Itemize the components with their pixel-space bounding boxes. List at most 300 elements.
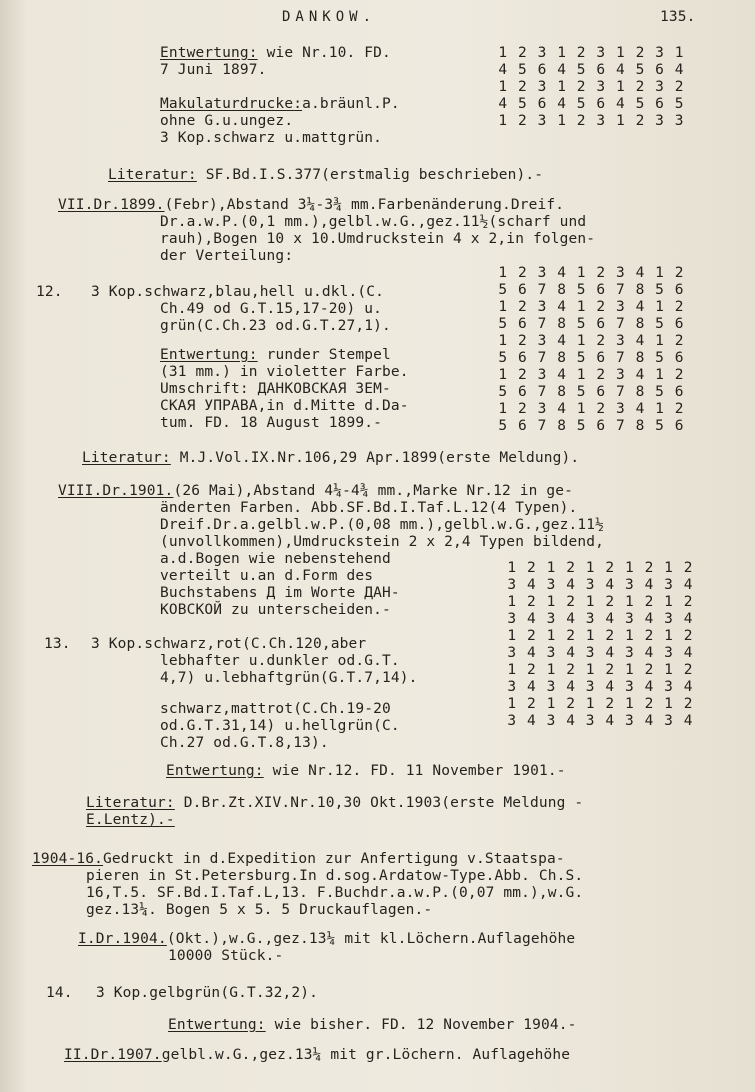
grid-cell: 3 bbox=[664, 611, 673, 627]
literatur-label: Literatur: bbox=[86, 795, 175, 811]
grid-cell: 3 bbox=[664, 713, 673, 729]
grid-cell: 7 bbox=[615, 282, 625, 298]
entwertung-line bbox=[168, 1017, 576, 1034]
grid-cell: 4 bbox=[566, 713, 575, 729]
grid-cell: 7 bbox=[615, 350, 625, 366]
makulatur-text: a.bräunl.P. bbox=[302, 96, 400, 112]
grid-cell: 1 bbox=[576, 299, 586, 315]
grid-cell: 3 bbox=[537, 113, 547, 129]
grid-cell: 4 bbox=[557, 401, 566, 417]
grid-cell: 3 bbox=[537, 265, 547, 281]
grid-cell: 1 bbox=[546, 594, 556, 610]
grid-cell: 3 bbox=[546, 577, 556, 593]
text-line: Dreif.Dr.a.gelbl.w.P.(0,08 mm.),gelbl.w.G.,gez.11½ bbox=[160, 517, 604, 533]
grid-cell: 2 bbox=[518, 333, 527, 349]
grid-cell: 3 bbox=[537, 333, 547, 349]
grid-cell: 4 bbox=[683, 611, 693, 627]
grid-cell: 4 bbox=[557, 299, 566, 315]
grid-cell: 3 bbox=[546, 645, 556, 661]
grid-cell: 3 bbox=[596, 45, 606, 61]
print-vii-line bbox=[58, 197, 564, 214]
grid-cell: 1 bbox=[546, 628, 556, 644]
makulatur-label: Makulaturdrucke: bbox=[160, 96, 303, 112]
grid-cell: 3 bbox=[585, 645, 595, 661]
grid-cell: 3 bbox=[615, 265, 625, 281]
grid-cell: 5 bbox=[576, 418, 586, 434]
entwertung-label: Entwertung: bbox=[160, 347, 258, 363]
print-vii-label: VII.Dr.1899. bbox=[58, 197, 165, 213]
grid-cell: 2 bbox=[683, 560, 693, 576]
grid-cell: 6 bbox=[518, 418, 527, 434]
grid-cell: 4 bbox=[527, 611, 536, 627]
grid-cell: 2 bbox=[674, 79, 684, 95]
grid-cell: 1 bbox=[498, 79, 508, 95]
text-line: od.G.T.31,14) u.hellgrün(C. bbox=[160, 718, 400, 734]
grid-cell: 1 bbox=[624, 662, 634, 678]
grid-cell: 2 bbox=[596, 265, 606, 281]
grid-cell: 5 bbox=[655, 384, 664, 400]
grid-cell: 4 bbox=[557, 62, 566, 78]
text-line: der Verteilung: bbox=[160, 248, 294, 264]
grid-cell: 2 bbox=[527, 696, 536, 712]
text-line: schwarz,mattrot(C.Ch.19-20 bbox=[160, 701, 391, 717]
grid-cell: 1 bbox=[507, 696, 517, 712]
grid-cell: 4 bbox=[527, 577, 536, 593]
grid-cell: 3 bbox=[615, 299, 625, 315]
grid-cell: 1 bbox=[664, 628, 673, 644]
grid-cell: 2 bbox=[605, 560, 615, 576]
grid-cell: 3 bbox=[624, 645, 634, 661]
grid-cell: 3 bbox=[537, 299, 547, 315]
grid-cell: 2 bbox=[644, 594, 654, 610]
grid-cell: 6 bbox=[596, 418, 606, 434]
grid-cell: 2 bbox=[518, 367, 527, 383]
text-line: änderten Farben. Abb.SF.Bd.I.Taf.L.12(4 Typen). bbox=[160, 500, 578, 516]
grid-cell: 1 bbox=[615, 79, 625, 95]
grid-cell: 1 bbox=[498, 113, 508, 129]
grid-cell: 3 bbox=[596, 113, 606, 129]
grid-cell: 5 bbox=[576, 316, 586, 332]
literatur-line-1 bbox=[108, 167, 543, 184]
print-i-1904-line bbox=[78, 931, 575, 948]
grid-cell: 4 bbox=[557, 367, 566, 383]
entwertung-text: wie Nr.12. FD. 11 November 1901.- bbox=[263, 763, 566, 779]
text-line: (unvollkommen),Umdruckstein 2 x 2,4 Typen bildend, bbox=[160, 534, 604, 550]
grid-cell: 3 bbox=[596, 79, 606, 95]
grid-cell: 2 bbox=[566, 560, 575, 576]
grid-cell: 3 bbox=[655, 45, 664, 61]
literatur-label: Literatur: bbox=[82, 450, 171, 466]
grid-cell: 6 bbox=[596, 316, 606, 332]
grid-cell: 2 bbox=[518, 401, 527, 417]
grid-cell: 4 bbox=[557, 96, 566, 112]
grid-cell: 2 bbox=[576, 45, 586, 61]
grid-cell: 3 bbox=[507, 577, 517, 593]
literatur-text: D.Br.Zt.XIV.Nr.10,30 Okt.1903(erste Meldung - bbox=[174, 795, 584, 811]
grid-cell: 7 bbox=[615, 418, 625, 434]
grid-cell: 4 bbox=[644, 611, 654, 627]
grid-cell: 2 bbox=[518, 45, 527, 61]
grid-cell: 6 bbox=[655, 96, 664, 112]
grid-cell: 1 bbox=[664, 662, 673, 678]
grid-cell: 4 bbox=[644, 679, 654, 695]
grid-cell: 1 bbox=[507, 594, 517, 610]
grid-cell: 1 bbox=[557, 79, 566, 95]
grid-cell: 2 bbox=[518, 299, 527, 315]
grid-cell: 2 bbox=[566, 662, 575, 678]
grid-cell: 3 bbox=[624, 679, 634, 695]
grid-cell: 1 bbox=[557, 113, 566, 129]
grid-cell: 6 bbox=[655, 62, 664, 78]
distribution-grid-3 bbox=[502, 560, 698, 730]
grid-cell: 1 bbox=[655, 401, 664, 417]
grid-cell: 7 bbox=[537, 350, 547, 366]
grid-cell: 2 bbox=[644, 628, 654, 644]
grid-cell: 2 bbox=[674, 299, 684, 315]
grid-cell: 4 bbox=[566, 611, 575, 627]
grid-cell: 2 bbox=[596, 333, 606, 349]
grid-cell: 2 bbox=[674, 401, 684, 417]
grid-cell: 2 bbox=[576, 113, 586, 129]
grid-cell: 7 bbox=[615, 316, 625, 332]
text-line: (31 mm.) in violetter Farbe. bbox=[160, 364, 409, 380]
grid-cell: 4 bbox=[635, 299, 645, 315]
literatur-line-3 bbox=[86, 795, 583, 812]
grid-cell: 5 bbox=[518, 62, 527, 78]
grid-cell: 7 bbox=[615, 384, 625, 400]
grid-cell: 1 bbox=[498, 299, 508, 315]
grid-cell: 6 bbox=[518, 282, 527, 298]
text-line: Ch.27 od.G.T.8,13). bbox=[160, 735, 329, 751]
grid-cell: 5 bbox=[635, 96, 645, 112]
text-line: 3 Kop.schwarz,rot(C.Ch.120,aber bbox=[91, 636, 367, 652]
grid-cell: 1 bbox=[507, 662, 517, 678]
print-viii-label: VIII.Dr.1901. bbox=[58, 483, 174, 499]
grid-cell: 5 bbox=[498, 384, 508, 400]
grid-cell: 6 bbox=[596, 384, 606, 400]
grid-cell: 4 bbox=[605, 713, 615, 729]
entwertung-label: Entwertung: bbox=[166, 763, 264, 779]
text-line: 7 Juni 1897. bbox=[160, 62, 267, 78]
grid-cell: 3 bbox=[585, 577, 595, 593]
grid-cell: 3 bbox=[674, 113, 684, 129]
grid-cell: 5 bbox=[576, 62, 586, 78]
grid-cell: 1 bbox=[624, 628, 634, 644]
grid-cell: 6 bbox=[537, 96, 547, 112]
entwertung-line bbox=[160, 45, 391, 62]
entwertung-text: runder Stempel bbox=[257, 347, 391, 363]
grid-cell: 6 bbox=[674, 418, 684, 434]
grid-cell: 4 bbox=[527, 679, 536, 695]
grid-cell: 5 bbox=[655, 282, 664, 298]
print-vii-text: (Febr),Abstand 3¼-3¾ mm.Farbenänderung.Dreif. bbox=[164, 197, 565, 213]
text-line: 4,7) u.lebhaftgrün(G.T.7,14). bbox=[160, 670, 418, 686]
grid-cell: 1 bbox=[576, 401, 586, 417]
text-line: ohne G.u.ungez. bbox=[160, 113, 294, 129]
grid-cell: 1 bbox=[655, 265, 664, 281]
grid-cell: 2 bbox=[596, 367, 606, 383]
grid-cell: 2 bbox=[527, 662, 536, 678]
grid-cell: 1 bbox=[546, 696, 556, 712]
grid-cell: 8 bbox=[635, 384, 645, 400]
entwertung-text: wie bisher. FD. 12 November 1904.- bbox=[265, 1017, 577, 1033]
grid-cell: 1 bbox=[674, 45, 684, 61]
grid-cell: 1 bbox=[507, 560, 517, 576]
grid-cell: 2 bbox=[518, 265, 527, 281]
grid-cell: 6 bbox=[596, 62, 606, 78]
grid-cell: 7 bbox=[537, 316, 547, 332]
period-1904-text: Gedruckt in d.Expedition zur Anfertigung v.Staatspa- bbox=[103, 851, 565, 867]
grid-cell: 4 bbox=[566, 645, 575, 661]
grid-cell: 1 bbox=[655, 333, 664, 349]
grid-cell: 8 bbox=[557, 384, 566, 400]
grid-cell: 6 bbox=[518, 350, 527, 366]
grid-cell: 1 bbox=[624, 560, 634, 576]
print-ii-1907-text: gelbl.w.G.,gez.13¼ mit gr.Löchern. Auflagehöhe bbox=[161, 1047, 571, 1063]
grid-cell: 4 bbox=[644, 713, 654, 729]
text-line: Umschrift: ДАНКОВСКАЯ ЗЕМ- bbox=[160, 381, 391, 397]
distribution-grid-2 bbox=[493, 265, 689, 435]
grid-cell: 7 bbox=[537, 282, 547, 298]
entwertung-line bbox=[160, 347, 391, 364]
grid-cell: 5 bbox=[576, 350, 586, 366]
grid-cell: 1 bbox=[546, 560, 556, 576]
grid-cell: 1 bbox=[585, 628, 595, 644]
grid-cell: 6 bbox=[674, 282, 684, 298]
grid-cell: 5 bbox=[576, 384, 586, 400]
grid-cell: 1 bbox=[585, 594, 595, 610]
grid-cell: 3 bbox=[624, 577, 634, 593]
text-line: КОВСКОЙ zu unterscheiden.- bbox=[160, 602, 391, 618]
grid-cell: 4 bbox=[527, 713, 536, 729]
print-viii-line bbox=[58, 483, 573, 500]
grid-cell: 4 bbox=[674, 62, 684, 78]
grid-cell: 4 bbox=[527, 645, 536, 661]
text-line: Buchstabens Д im Worte ДАН- bbox=[160, 585, 400, 601]
grid-cell: 6 bbox=[674, 350, 684, 366]
grid-cell: 2 bbox=[635, 45, 645, 61]
grid-cell: 4 bbox=[605, 679, 615, 695]
literatur-line-2 bbox=[82, 450, 579, 467]
grid-cell: 3 bbox=[537, 401, 547, 417]
grid-cell: 1 bbox=[498, 333, 508, 349]
grid-cell: 2 bbox=[674, 367, 684, 383]
grid-cell: 4 bbox=[683, 679, 693, 695]
grid-cell: 1 bbox=[557, 45, 566, 61]
grid-cell: 1 bbox=[546, 662, 556, 678]
grid-cell: 6 bbox=[674, 316, 684, 332]
grid-cell: 3 bbox=[507, 645, 517, 661]
makulatur-line bbox=[160, 96, 400, 113]
grid-cell: 3 bbox=[546, 611, 556, 627]
grid-cell: 5 bbox=[518, 96, 527, 112]
grid-cell: 3 bbox=[615, 333, 625, 349]
grid-cell: 1 bbox=[655, 299, 664, 315]
grid-cell: 5 bbox=[498, 418, 508, 434]
distribution-grid-1 bbox=[493, 45, 689, 130]
grid-cell: 2 bbox=[674, 265, 684, 281]
grid-cell: 1 bbox=[624, 696, 634, 712]
grid-cell: 3 bbox=[624, 611, 634, 627]
entwertung-label: Entwertung: bbox=[160, 45, 258, 61]
grid-cell: 2 bbox=[596, 401, 606, 417]
page-header-title: DANKOW. bbox=[282, 9, 377, 25]
grid-cell: 2 bbox=[518, 79, 527, 95]
grid-cell: 1 bbox=[498, 45, 508, 61]
grid-cell: 8 bbox=[557, 282, 566, 298]
text-line: 3 Kop.gelbgrün(G.T.32,2). bbox=[96, 985, 318, 1001]
text-line: verteilt u.an d.Form des bbox=[160, 568, 374, 584]
grid-cell: 3 bbox=[585, 679, 595, 695]
entwertung-label: Entwertung: bbox=[168, 1017, 266, 1033]
grid-cell: 1 bbox=[585, 696, 595, 712]
grid-cell: 4 bbox=[615, 96, 625, 112]
grid-cell: 4 bbox=[644, 645, 654, 661]
grid-cell: 3 bbox=[537, 367, 547, 383]
grid-cell: 5 bbox=[498, 316, 508, 332]
grid-cell: 6 bbox=[674, 384, 684, 400]
grid-cell: 1 bbox=[498, 401, 508, 417]
grid-cell: 2 bbox=[644, 696, 654, 712]
grid-cell: 1 bbox=[576, 265, 586, 281]
grid-cell: 3 bbox=[585, 611, 595, 627]
grid-cell: 2 bbox=[527, 628, 536, 644]
grid-cell: 2 bbox=[683, 696, 693, 712]
entwertung-line bbox=[166, 763, 566, 780]
text-line: E.Lentz).- bbox=[86, 812, 175, 828]
grid-cell: 1 bbox=[615, 113, 625, 129]
grid-cell: 1 bbox=[655, 367, 664, 383]
period-1904-line bbox=[32, 851, 565, 868]
grid-cell: 5 bbox=[674, 96, 684, 112]
grid-cell: 6 bbox=[596, 350, 606, 366]
literatur-label: Literatur: bbox=[108, 167, 197, 183]
text-line: lebhafter u.dunkler od.G.T. bbox=[160, 653, 400, 669]
grid-cell: 3 bbox=[615, 401, 625, 417]
text-line: rauh),Bogen 10 x 10.Umdruckstein 4 x 2,in folgen- bbox=[160, 231, 596, 247]
item-number-13: 13. bbox=[44, 636, 71, 652]
grid-cell: 4 bbox=[605, 611, 615, 627]
grid-cell: 3 bbox=[507, 679, 517, 695]
grid-cell: 2 bbox=[527, 560, 536, 576]
literatur-text: M.J.Vol.IX.Nr.106,29 Apr.1899(erste Meldung). bbox=[170, 450, 580, 466]
print-ii-1907-label: II.Dr.1907. bbox=[64, 1047, 162, 1063]
grid-cell: 2 bbox=[605, 662, 615, 678]
grid-cell: 6 bbox=[518, 384, 527, 400]
grid-cell: 4 bbox=[635, 265, 645, 281]
text-line: a.d.Bogen wie nebenstehend bbox=[160, 551, 391, 567]
text-line: 3 Kop.schwarz u.mattgrün. bbox=[160, 130, 382, 146]
grid-cell: 1 bbox=[576, 367, 586, 383]
grid-cell: 4 bbox=[683, 645, 693, 661]
grid-cell: 5 bbox=[498, 350, 508, 366]
grid-cell: 2 bbox=[605, 594, 615, 610]
grid-cell: 1 bbox=[585, 662, 595, 678]
grid-cell: 5 bbox=[655, 418, 664, 434]
grid-cell: 2 bbox=[605, 696, 615, 712]
grid-cell: 1 bbox=[664, 594, 673, 610]
text-line: grün(C.Ch.23 od.G.T.27,1). bbox=[160, 318, 391, 334]
grid-cell: 1 bbox=[664, 696, 673, 712]
text-line: Ch.49 od G.T.15,17-20) u. bbox=[160, 301, 382, 317]
grid-cell: 4 bbox=[566, 679, 575, 695]
grid-cell: 3 bbox=[546, 713, 556, 729]
grid-cell: 4 bbox=[605, 577, 615, 593]
grid-cell: 4 bbox=[635, 333, 645, 349]
grid-cell: 3 bbox=[507, 713, 517, 729]
grid-cell: 2 bbox=[635, 113, 645, 129]
grid-cell: 8 bbox=[635, 418, 645, 434]
grid-cell: 3 bbox=[664, 645, 673, 661]
item-number-12: 12. bbox=[36, 284, 63, 300]
entwertung-text: wie Nr.10. FD. bbox=[257, 45, 391, 61]
grid-cell: 6 bbox=[596, 282, 606, 298]
grid-cell: 2 bbox=[644, 662, 654, 678]
grid-cell: 4 bbox=[615, 62, 625, 78]
page-number: 135. bbox=[660, 9, 696, 25]
grid-cell: 6 bbox=[537, 62, 547, 78]
print-ii-1907-line bbox=[64, 1047, 570, 1064]
grid-cell: 3 bbox=[655, 79, 664, 95]
grid-cell: 2 bbox=[566, 594, 575, 610]
literatur-text: SF.Bd.I.S.377(erstmalig beschrieben).- bbox=[196, 167, 544, 183]
grid-cell: 2 bbox=[674, 333, 684, 349]
grid-cell: 5 bbox=[576, 96, 586, 112]
print-i-1904-label: I.Dr.1904. bbox=[78, 931, 167, 947]
print-viii-text: (26 Mai),Abstand 4¼-4¾ mm.,Marke Nr.12 in ge- bbox=[173, 483, 574, 499]
grid-cell: 4 bbox=[605, 645, 615, 661]
text-line: Dr.a.w.P.(0,1 mm.),gelbl.w.G.,gez.11½(scharf und bbox=[160, 214, 587, 230]
period-1904-label: 1904-16. bbox=[32, 851, 104, 867]
text-line: 3 Kop.schwarz,blau,hell u.dkl.(C. bbox=[91, 284, 385, 300]
grid-cell: 1 bbox=[664, 560, 673, 576]
grid-cell: 2 bbox=[683, 628, 693, 644]
grid-cell: 1 bbox=[507, 628, 517, 644]
grid-cell: 2 bbox=[527, 594, 536, 610]
grid-cell: 5 bbox=[576, 282, 586, 298]
grid-cell: 3 bbox=[537, 45, 547, 61]
text-line: tum. FD. 18 August 1899.- bbox=[160, 415, 382, 431]
grid-cell: 6 bbox=[518, 316, 527, 332]
grid-cell: 3 bbox=[507, 611, 517, 627]
grid-cell: 8 bbox=[557, 350, 566, 366]
grid-cell: 2 bbox=[635, 79, 645, 95]
grid-cell: 2 bbox=[518, 113, 527, 129]
grid-cell: 2 bbox=[683, 594, 693, 610]
grid-cell: 2 bbox=[566, 628, 575, 644]
grid-cell: 4 bbox=[566, 577, 575, 593]
grid-cell: 8 bbox=[635, 350, 645, 366]
grid-cell: 5 bbox=[635, 62, 645, 78]
grid-cell: 7 bbox=[537, 418, 547, 434]
grid-cell: 4 bbox=[644, 577, 654, 593]
grid-cell: 4 bbox=[498, 96, 508, 112]
grid-cell: 1 bbox=[624, 594, 634, 610]
grid-cell: 4 bbox=[635, 401, 645, 417]
grid-cell: 1 bbox=[615, 45, 625, 61]
grid-cell: 8 bbox=[635, 282, 645, 298]
grid-cell: 8 bbox=[557, 316, 566, 332]
grid-cell: 5 bbox=[655, 316, 664, 332]
grid-cell: 2 bbox=[596, 299, 606, 315]
grid-cell: 4 bbox=[557, 265, 566, 281]
grid-cell: 4 bbox=[557, 333, 566, 349]
grid-cell: 6 bbox=[596, 96, 606, 112]
grid-cell: 3 bbox=[624, 713, 634, 729]
grid-cell: 1 bbox=[498, 367, 508, 383]
grid-cell: 3 bbox=[615, 367, 625, 383]
grid-cell: 7 bbox=[537, 384, 547, 400]
